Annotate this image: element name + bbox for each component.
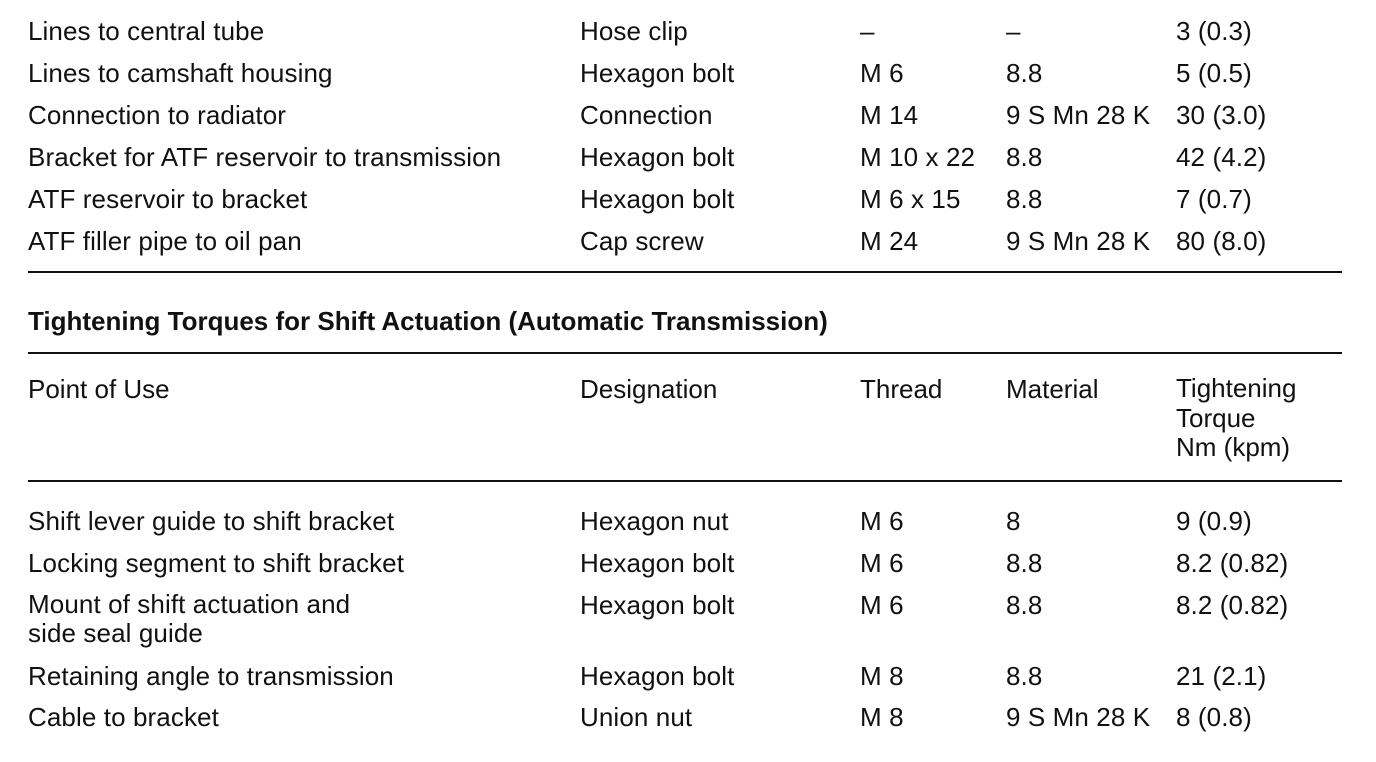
thread: M 6 — [860, 58, 904, 88]
torque: 42 (4.2) — [1176, 142, 1267, 172]
thread: M 24 — [860, 226, 919, 256]
divider — [28, 271, 1342, 273]
material: 8.8 — [1006, 590, 1043, 620]
point-of-use: Shift lever guide to shift bracket — [28, 506, 395, 536]
table-row — [0, 184, 1376, 226]
header-torque-line: Nm (kpm) — [1176, 432, 1291, 462]
torque: 30 (3.0) — [1176, 100, 1267, 130]
thread: M 8 — [860, 702, 904, 732]
divider — [28, 480, 1342, 482]
material: 8.8 — [1006, 142, 1043, 172]
torque: 7 (0.7) — [1176, 184, 1252, 214]
thread: M 8 — [860, 661, 904, 691]
header-torque — [1176, 374, 1296, 463]
thread: M 14 — [860, 100, 919, 130]
torque: 21 (2.1) — [1176, 661, 1267, 691]
designation: Connection — [580, 100, 713, 130]
torque: 9 (0.9) — [1176, 506, 1252, 536]
section-title: Tightening Torques for Shift Actuation (Automatic Transmission) — [28, 306, 828, 336]
material: 8.8 — [1006, 661, 1043, 691]
header-point-of-use: Point of Use — [28, 374, 170, 404]
header-material: Material — [1006, 374, 1099, 404]
designation: Hexagon bolt — [580, 142, 735, 172]
header-designation: Designation — [580, 374, 718, 404]
designation: Hexagon bolt — [580, 58, 735, 88]
table-row — [0, 100, 1376, 142]
torque: 80 (8.0) — [1176, 226, 1267, 256]
point-of-use: Cable to bracket — [28, 702, 219, 732]
material: 8.8 — [1006, 184, 1043, 214]
table-row — [0, 142, 1376, 184]
material: 8 — [1006, 506, 1021, 536]
point-of-use: Lines to camshaft housing — [28, 58, 333, 88]
material: 9 S Mn 28 K — [1006, 702, 1151, 732]
point-of-use: Locking segment to shift bracket — [28, 548, 405, 578]
point-of-use-line: Mount of shift actuation and — [28, 589, 351, 619]
point-of-use: ATF filler pipe to oil pan — [28, 226, 302, 256]
table-row — [0, 16, 1376, 58]
header-torque-line: Tightening — [1176, 373, 1297, 403]
point-of-use: Lines to central tube — [28, 16, 265, 46]
designation: Hexagon bolt — [580, 184, 735, 214]
point-of-use: ATF reservoir to bracket — [28, 184, 308, 214]
table-row — [0, 590, 1376, 652]
material: 8.8 — [1006, 548, 1043, 578]
thread: M 6 — [860, 590, 904, 620]
material: 8.8 — [1006, 58, 1043, 88]
torque: 8 (0.8) — [1176, 702, 1252, 732]
thread: M 10 x 22 — [860, 142, 976, 172]
header-thread: Thread — [860, 374, 943, 404]
designation: Hose clip — [580, 16, 688, 46]
designation: Hexagon bolt — [580, 661, 735, 691]
material: 9 S Mn 28 K — [1006, 100, 1151, 130]
point-of-use-line: side seal guide — [28, 618, 203, 648]
point-of-use: Retaining angle to transmission — [28, 661, 394, 691]
table-row — [0, 58, 1376, 100]
divider — [28, 352, 1342, 354]
point-of-use — [28, 590, 568, 648]
designation: Hexagon nut — [580, 506, 729, 536]
torque: 8.2 (0.82) — [1176, 548, 1289, 578]
thread: M 6 — [860, 506, 904, 536]
table-row — [0, 226, 1376, 268]
designation: Hexagon bolt — [580, 548, 735, 578]
thread: M 6 — [860, 548, 904, 578]
material: 9 S Mn 28 K — [1006, 226, 1151, 256]
table-row — [0, 702, 1376, 744]
table-row — [0, 506, 1376, 548]
torque: 3 (0.3) — [1176, 16, 1252, 46]
designation: Union nut — [580, 702, 693, 732]
designation: Cap screw — [580, 226, 704, 256]
table-row — [0, 548, 1376, 590]
table-header — [0, 374, 1376, 474]
point-of-use: Bracket for ATF reservoir to transmission — [28, 142, 502, 172]
thread: M 6 x 15 — [860, 184, 961, 214]
designation: Hexagon bolt — [580, 590, 735, 620]
point-of-use: Connection to radiator — [28, 100, 287, 130]
material: – — [1006, 16, 1021, 46]
header-torque-line: Torque — [1176, 402, 1256, 433]
table-row — [0, 661, 1376, 703]
torque: 5 (0.5) — [1176, 58, 1252, 88]
thread: – — [860, 16, 875, 46]
torque: 8.2 (0.82) — [1176, 590, 1289, 620]
